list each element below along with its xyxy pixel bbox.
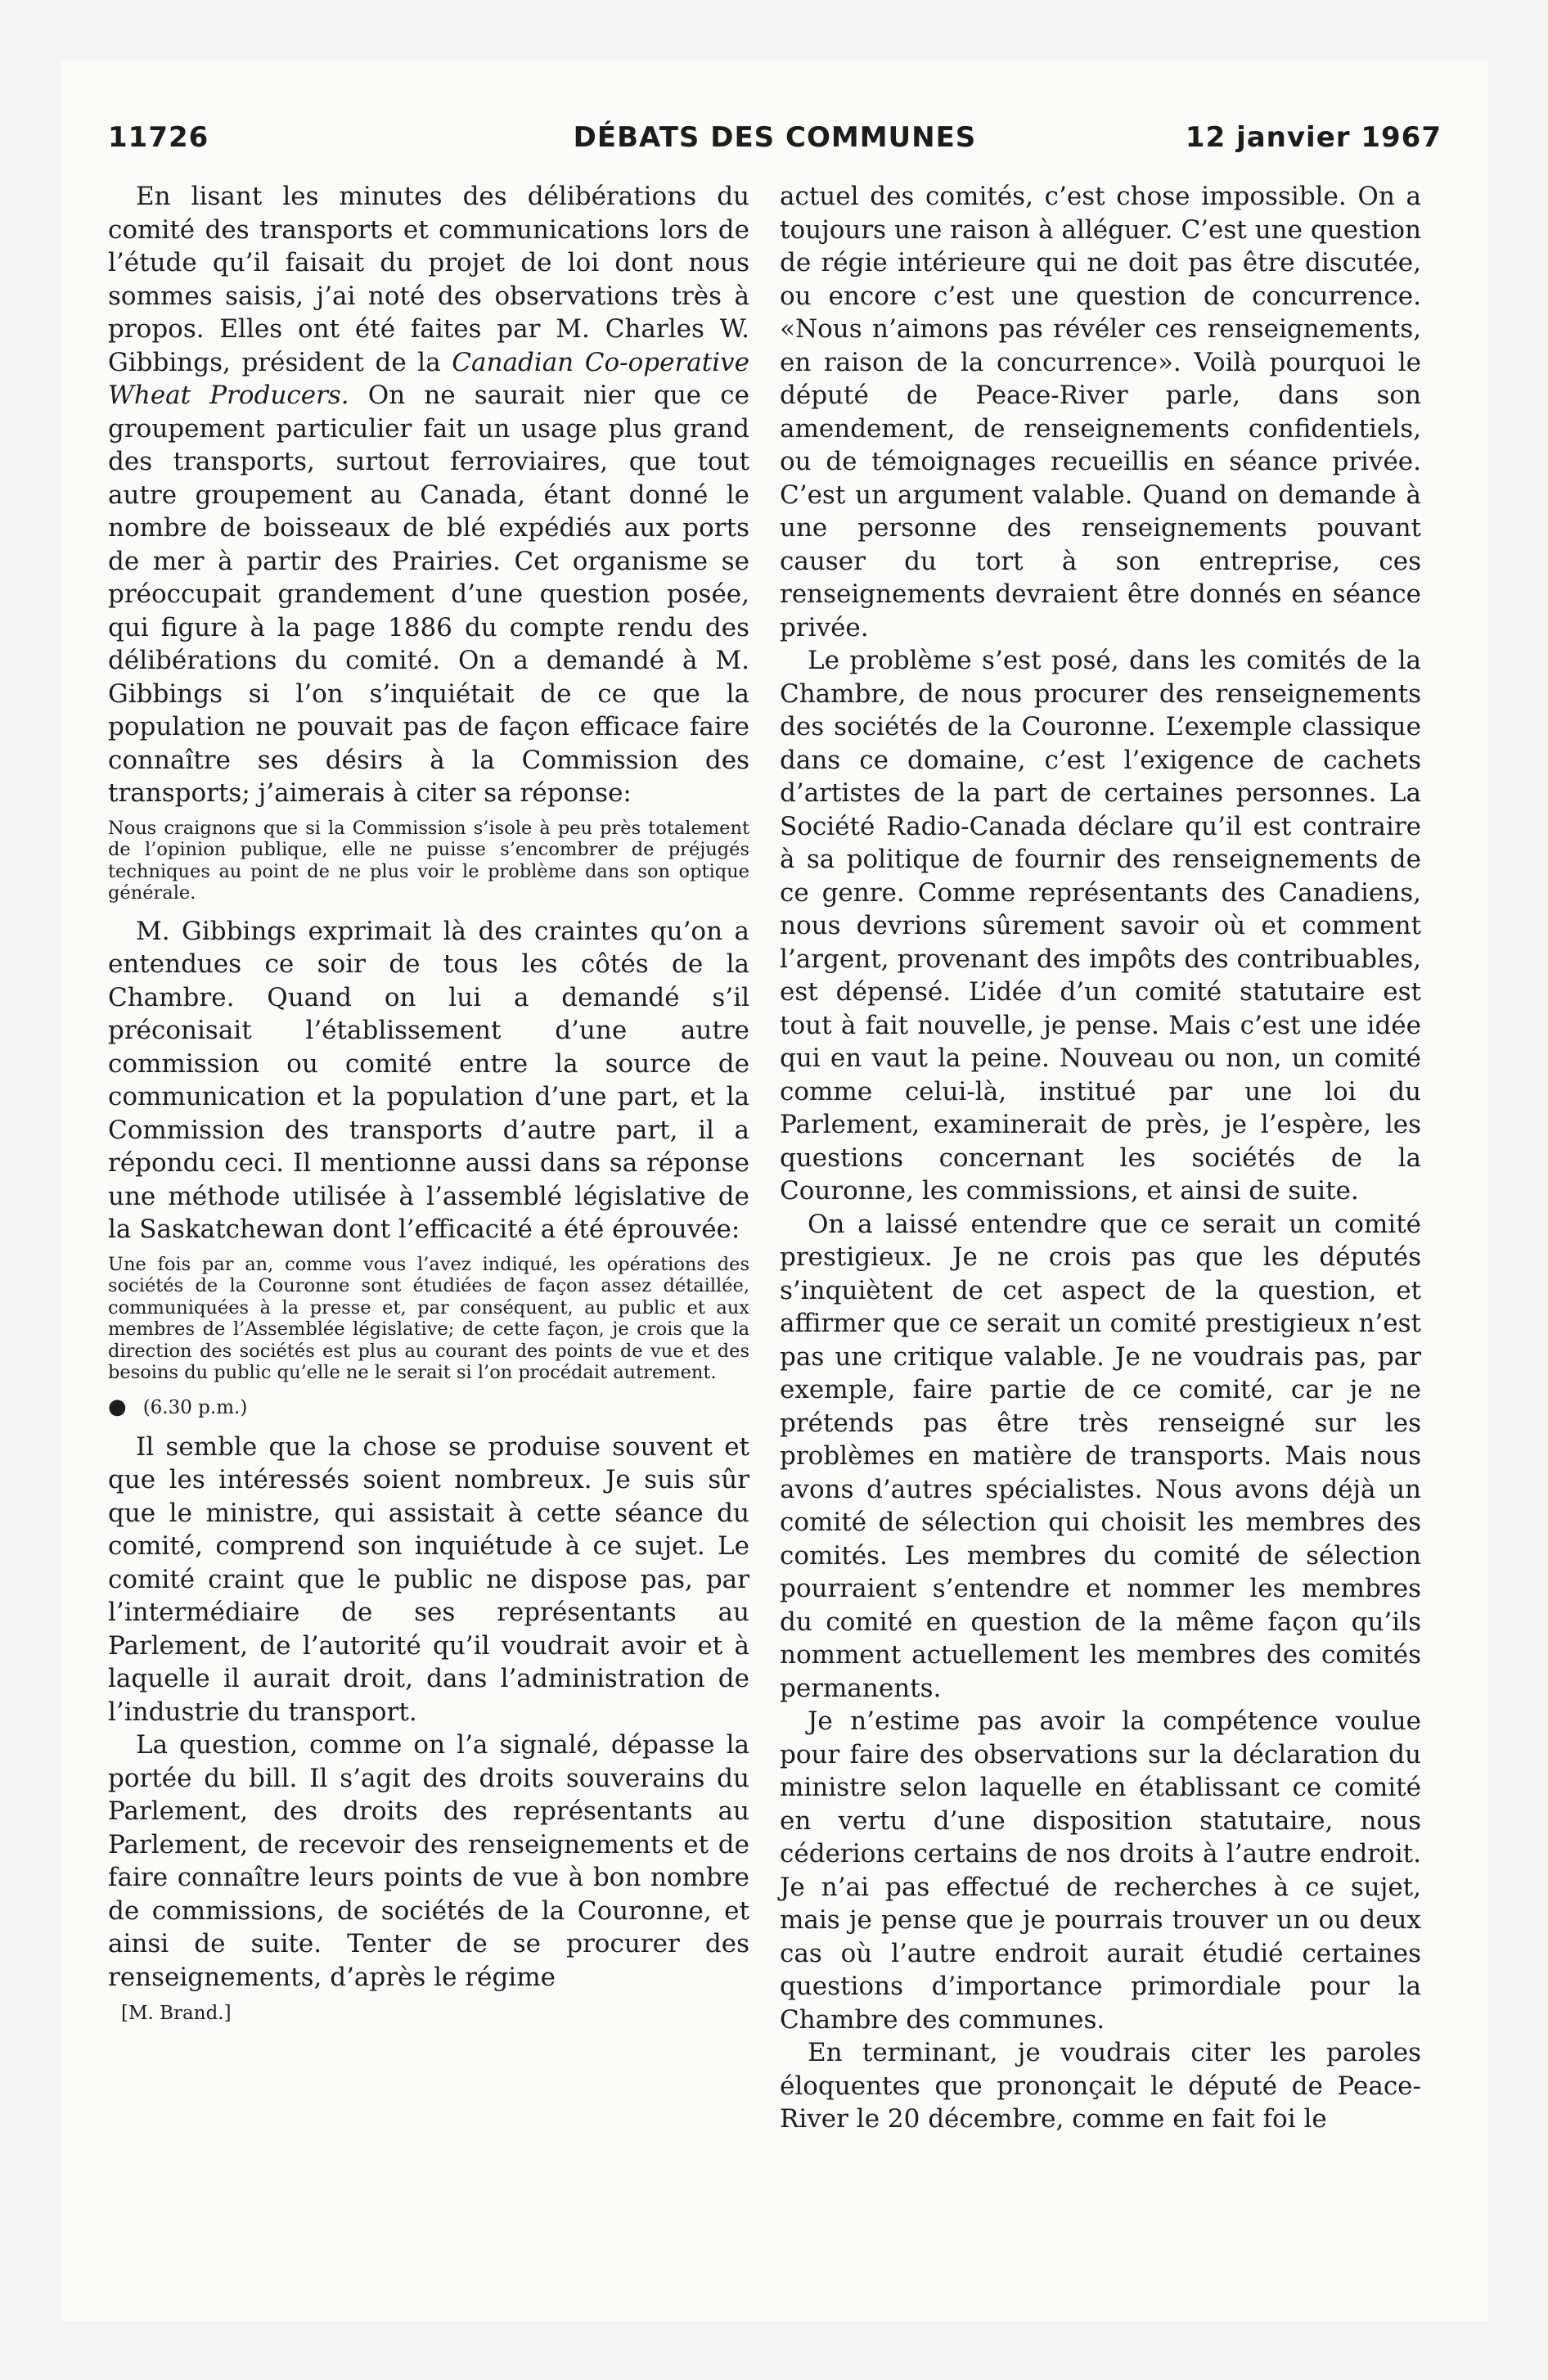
organization-name: Canadian Co-operative Wheat Producers. — [108, 347, 749, 410]
block-quote: Nous craignons que si la Commission s’isole à peu près totalement de l’opinion publique, elle ne puisse s’encombrer de préjugés techniques au point de ne plus voir le problème dans son optique générale. — [108, 817, 749, 904]
header-date: 12 janvier 1967 — [1185, 121, 1442, 154]
paragraph: Le problème s’est posé, dans les comités de la Chambre, de nous procurer des renseignements des sociétés de la Couronne. L’exemple classique dans ce domaine, c’est l’exigence de cachets d’artistes de la part de certaines personnes. La Société Radio-Canada déclare qu’il est contraire à sa politique de fournir des renseignements de ce genre. Comme représentants des Canadiens, nous devrions sûrement savoir où et comment l’argent, provenant des impôts des contribuables, est dépensé. L’idée d’un comité statutaire est tout à fait nouvelle, je pense. Mais c’est une idée qui en vaut la peine. Nouveau ou non, un comité comme celui-là, institué par une loi du Parlement, examinerait de près, je l’espère, les questions concernant les sociétés de la Couronne, les commissions, et ainsi de suite. — [780, 646, 1421, 1206]
paragraph-text: En lisant les minutes des délibérations du comité des transports et communications lors de l’étude qu’il faisait du projet de loi dont nous sommes saisis, j’ai noté des observations très à propos. Elles ont été faites par M. Charles W. Gibbings, président de la — [108, 182, 749, 377]
paragraph: La question, comme on l’a signalé, dépasse la portée du bill. Il s’agit des droits souverains du Parlement, des droits des représentants au Parlement, de recevoir des renseignements et de faire connaître leurs points de vue à bon nombre de commissions, de sociétés de la Couronne, et ainsi de suite. Tenter de se procurer des renseignements, d’après le régime — [108, 1730, 749, 1992]
paragraph — [108, 180, 749, 810]
paragraph: M. Gibbings exprimait là des craintes qu’on a entendues ce soir de tous les côtés de la Chambre. Quand on lui a demandé s’il préconisait l’établissement d’une autre commission ou comité entre la source de communication et la population d’une part, et la Commission des transports d’autre part, il a répondu ceci. Il mentionne aussi dans sa réponse une méthode utilisée à l’assemblé législative de la Saskatchewan dont l’efficacité a été éprouvée: — [108, 916, 749, 1244]
paragraph: Je n’estime pas avoir la compétence voulue pour faire des observations sur la déclaration du ministre selon laquelle en établissant ce comité en vertu d’une disposition statutaire, nous céderions certains de nos droits à l’autre endroit. Je n’ai pas effectué de recherches à ce sujet, mais je pense que je pourrais trouver un ou deux cas où l’autre endroit aurait étudié certaines questions d’importance primordiale pour la Chambre des communes. — [780, 1706, 1421, 2035]
publication-title: DÉBATS DES COMMUNES — [573, 121, 977, 154]
paragraph-text: On ne saurait nier que ce groupement particulier fait un usage plus grand des transports, surtout ferroviaires, que tout autre groupement au Canada, étant donné le nombre de boisseaux de blé expédiés aux ports de mer à partir des Prairies. Cet organisme se préoccupait grandement d’une question posée, qui figure à la page 1886 du compte rendu des délibérations du comité. On a demandé à M. Gibbings si l’on s’inquiétait de ce que la population ne pouvait pas de façon efficace faire connaître ses désirs à la Commission des transports; j’aimerais à citer sa réponse: — [108, 381, 749, 808]
time-marker — [108, 1395, 749, 1419]
time-stamp: (6.30 p.m.) — [142, 1396, 248, 1418]
bullet-icon: ● — [108, 1394, 127, 1419]
paragraph: On a laissé entendre que ce serait un comité prestigieux. Je ne crois pas que les députés s’inquiètent de cet aspect de la question, et affirmer que ce serait un comité prestigieux n’est pas une critique valable. Je ne voudrais pas, par exemple, faire partie de ce comité, car je ne prétends pas être très renseigné sur les problèmes en matière de transports. Mais nous avons d’autres spécialistes. Nous avons déjà un comité de sélection qui choisit les membres des comités. Les membres du comité de sélection pourraient s’entendre et nommer les membres du comité en question de la même façon qu’ils nomment actuellement les membres des comités permanents. — [780, 1209, 1421, 1703]
paragraph: Il semble que la chose se produise souvent et que les intéressés soient nombreux. Je suis sûr que le ministre, qui assistait à cette séance du comité, comprend son inquiétude à ce sujet. Le comité craint que le public ne dispose pas, par l’intermédiaire de ses représentants au Parlement, de l’autorité qu’il voudrait avoir et à laquelle il aurait droit, dans l’administration de l’industrie du transport. — [108, 1431, 749, 1727]
paragraph: En terminant, je voudrais citer les paroles éloquentes que prononçait le député de Peace-River le 20 décembre, comme en fait foi le — [780, 2038, 1421, 2134]
paragraph: actuel des comités, c’est chose impossible. On a toujours une raison à alléguer. C’est une question de régie intérieure qui ne doit pas être discutée, ou encore c’est une question de concurrence. «Nous n’aimons pas révéler ces renseignements, en raison de la concurrence». Voilà pourquoi le député de Peace-River parle, dans son amendement, de renseignements confidentiels, ou de témoignages recueillis en séance privée. C’est un argument valable. Quand on demande à une personne des renseignements pouvant causer du tort à son entreprise, ces renseignements devraient être donnés en séance privée. — [780, 182, 1421, 642]
page-number: 11726 — [108, 121, 209, 154]
left-column — [108, 180, 749, 2025]
speaker-attribution: [M. Brand.] — [121, 2003, 232, 2024]
block-quote: Une fois par an, comme vous l’avez indiqué, les opérations des sociétés de la Couronne sont étudiées de façon assez détaillée, communiquées à la presse et, par conséquent, au public et aux membres de l’Assemblée législative; de cette façon, je crois que la direction des sociétés est plus au courant des points de vue et des besoins du public qu’elle ne le serait si l’on procédait autrement. — [108, 1253, 749, 1383]
right-column — [780, 180, 1421, 2136]
page-header — [108, 113, 1442, 162]
